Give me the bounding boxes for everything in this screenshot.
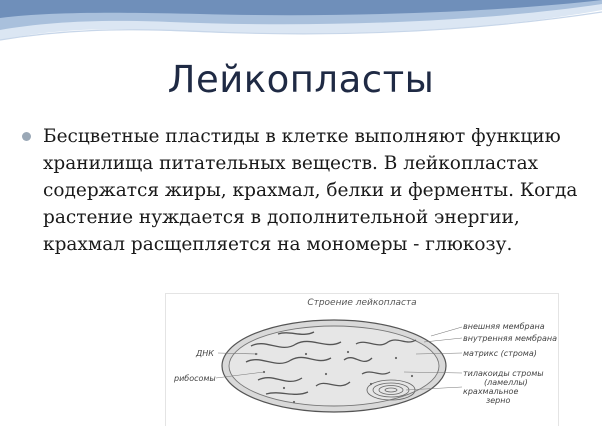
label-dna: ДНК xyxy=(196,349,214,358)
label-starch-1: крахмальное xyxy=(463,387,519,396)
label-starch-2: зерно xyxy=(486,396,511,405)
leucoplast-figure xyxy=(165,293,559,426)
figure-caption: Строение лейкопласта xyxy=(307,298,417,308)
bullet-dot xyxy=(22,132,31,141)
label-ribosomes: рибосомы xyxy=(174,374,216,383)
label-outer-membrane: внешняя мембрана xyxy=(463,322,545,331)
slide-title: Лейкопласты xyxy=(167,58,435,101)
label-thylakoids-2: (ламеллы) xyxy=(484,378,528,387)
inner-membrane-shape xyxy=(229,326,439,406)
label-matrix: матрикс (строма) xyxy=(463,349,537,358)
bullet-item xyxy=(22,123,582,258)
label-thylakoids-1: тилакоиды стромы xyxy=(463,369,544,378)
label-inner-membrane: внутренняя мембрана xyxy=(463,334,558,343)
bullet-text: Бесцветные пластиды в клетке выполняют функцию хранилища питательных веществ. В лейкопластах содержатся жиры, крахмал, белки и ферменты. Когда растение нуждается в дополнительной энергии, крахмал расщепляется на мономеры - глюкозу. xyxy=(43,126,578,255)
leucoplast-diagram xyxy=(166,294,558,426)
header-wave-decoration xyxy=(0,0,602,60)
